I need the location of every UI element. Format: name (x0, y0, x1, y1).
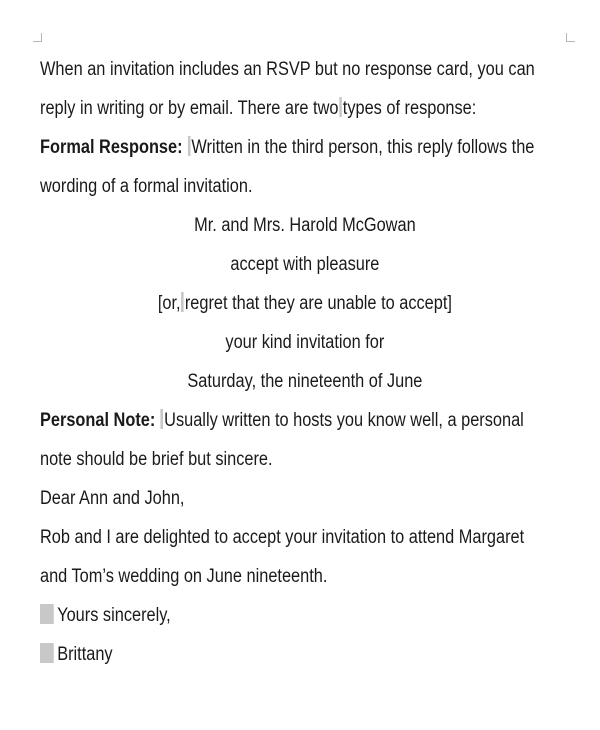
letter-closing: Yours sincerely, (57, 605, 171, 626)
letter-signature: Brittany (57, 644, 113, 665)
formal-example-line-4: your kind invitation for (225, 332, 385, 353)
tab-mark (40, 643, 54, 663)
formal-response-line-1 (40, 128, 570, 167)
margin-corner-top-right (566, 33, 575, 42)
personal-note-label: Personal Note: (40, 410, 156, 431)
formal-example-regret: regret that they are unable to accept] (184, 293, 452, 314)
formal-example-line-1: Mr. and Mrs. Harold McGowan (194, 215, 416, 236)
intro-line-2-end: types of response: (342, 98, 477, 119)
tab-mark (40, 604, 54, 624)
document-body[interactable] (40, 50, 570, 674)
formatting-mark (339, 97, 342, 117)
formatting-mark (188, 136, 191, 156)
letter-salutation: Dear Ann and John, (40, 488, 185, 509)
formal-example-line-2: accept with pleasure (230, 254, 380, 275)
margin-corner-top-left (33, 33, 42, 42)
formal-example-or: [or, (157, 293, 181, 314)
intro-line-2-start: reply in writing or by email. There are two (40, 98, 339, 119)
letter-body-line-2: and Tom’s wedding on June nineteenth. (40, 566, 328, 587)
letter-body-line-1: Rob and I are delighted to accept your invitation to attend Margaret (40, 527, 525, 548)
letter-signature-line (40, 635, 570, 674)
formal-response-line-2: wording of a formal invitation. (40, 176, 253, 197)
personal-note-text: Usually written to hosts you know well, a personal (164, 410, 524, 431)
formal-response-text: Written in the third person, this reply follows the (191, 137, 535, 158)
formal-response-label: Formal Response: (40, 137, 183, 158)
paragraph-intro-line-1: When an invitation includes an RSVP but no response card, you can (40, 59, 535, 80)
personal-note-line-1 (40, 401, 570, 440)
letter-closing-line (40, 596, 570, 635)
formal-example-line-3 (40, 284, 570, 323)
paragraph-intro-line-2 (40, 89, 570, 128)
formal-example-line-5: Saturday, the nineteenth of June (187, 371, 423, 392)
personal-note-line-2: note should be brief but sincere. (40, 449, 273, 470)
